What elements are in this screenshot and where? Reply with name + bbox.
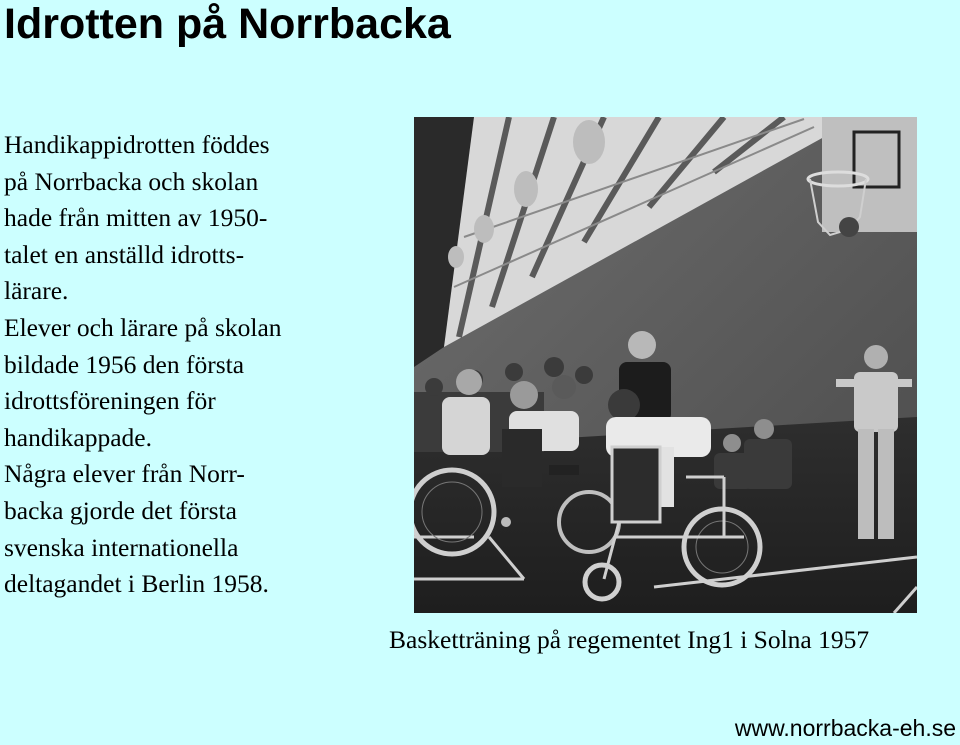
- text-line: handikappade.: [4, 422, 152, 452]
- text-line: bildade 1956 den första: [4, 349, 245, 379]
- text-line: svenska internationella: [4, 532, 239, 562]
- text-line: lärare.: [4, 276, 69, 306]
- text-line: deltagandet i Berlin 1958.: [4, 569, 269, 599]
- text-line: talet en anställd idrotts-: [4, 239, 245, 269]
- page-title: Idrotten på Norrbacka: [4, 0, 451, 48]
- intro-text: [4, 127, 364, 603]
- text-line: Handikappidrotten föddes: [4, 130, 270, 159]
- website-link[interactable]: www.norrbacka-eh.se: [734, 715, 956, 741]
- text-line: backa gjorde det första: [4, 495, 237, 525]
- photo-illustration: [414, 117, 917, 613]
- text-line: hade från mitten av 1950-: [4, 203, 268, 233]
- basketball-photo: [414, 117, 917, 613]
- text-line: Några elever från Norr-: [4, 459, 245, 489]
- text-line: Elever och lärare på skolan: [4, 312, 282, 342]
- photo-caption: Basketträning på regementet Ing1 i Solna 1957: [389, 625, 870, 654]
- text-line: idrottsföreningen för: [4, 386, 216, 416]
- text-line: på Norrbacka och skolan: [4, 166, 259, 196]
